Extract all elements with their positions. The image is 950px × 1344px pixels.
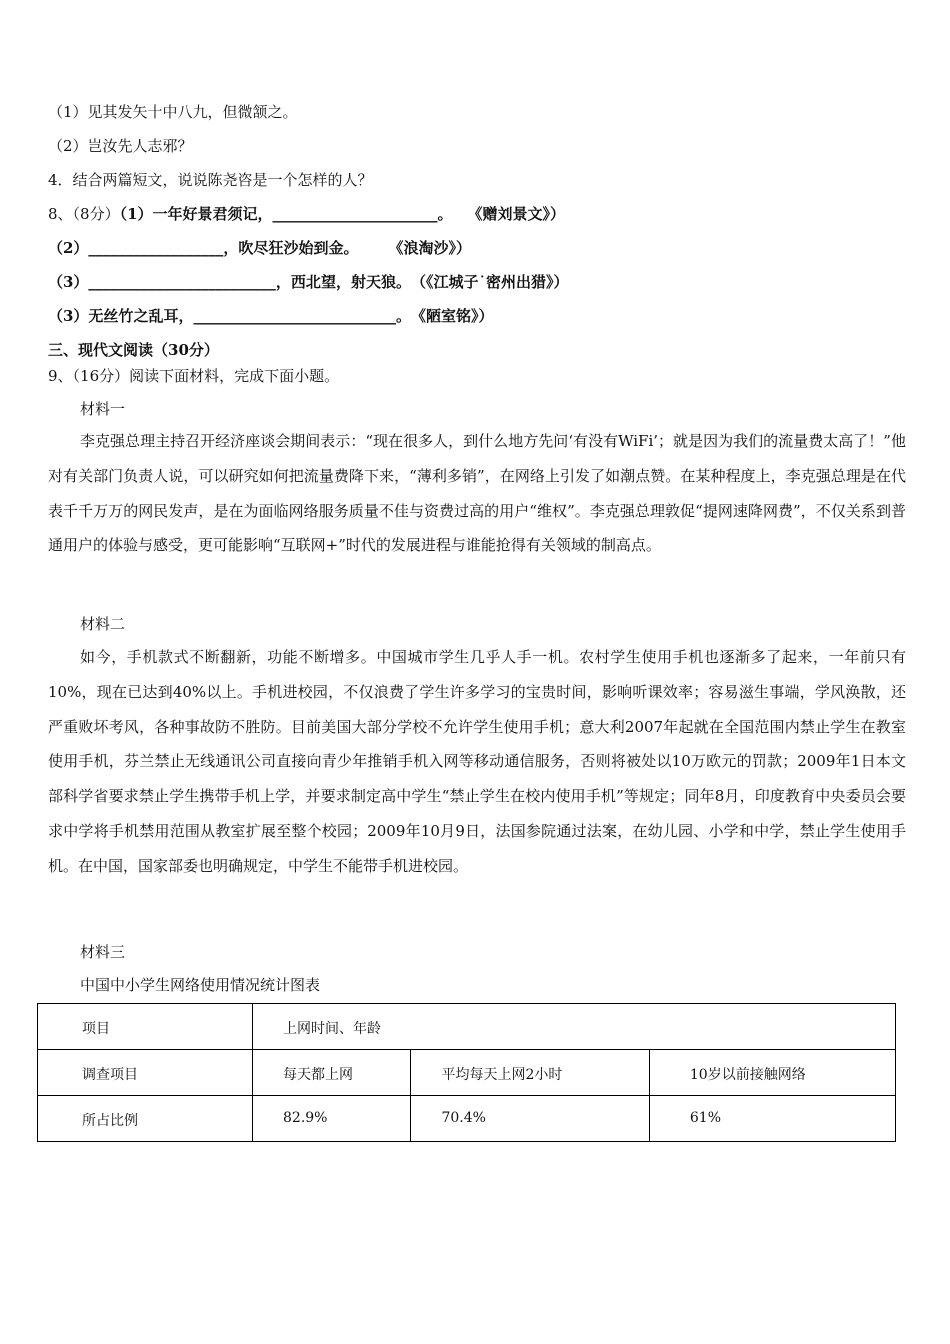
table-cell: 上网时间、年龄: [253, 1004, 896, 1050]
poem-blank-2: （2）__________________，吹尽狂沙始到金。 《浪淘沙》）: [48, 239, 471, 257]
material-1-text: [48, 424, 906, 563]
material-3-label: 材料三: [80, 943, 126, 961]
statistics-table: [37, 1003, 896, 1142]
table-cell: 70.4%: [411, 1096, 649, 1142]
poem-blank-4: （3）无丝竹之乱耳，___________________________。 《陋室铭》）: [48, 307, 494, 325]
question-line-2: （2）岂汝先人志邪？: [48, 137, 193, 155]
table-cell: 10岁以前接触网络: [649, 1050, 895, 1096]
material-1-paragraph: 李克强总理主持召开经济座谈会期间表示：“现在很多人，到什么地方先问‘有没有WiFi’；就是因为我们的流量费太高了！”他对有关部门负责人说，可以研究如何把流量费降下来，“薄利多销”，在网络上引发了如潮点赞。在某种程度上，李克强总理是在代表千千万万的网民发声，是在为面临网络服务质量不佳与资费过高的用户“维权”。李克强总理敦促“提网速降网费”，不仅关系到普通用户的体验与感受，更可能影响“互联网+”时代的发展进程与谁能抢得有关领域的制高点。: [48, 432, 906, 555]
material-1-label: 材料一: [80, 400, 126, 418]
poem-blank-1: （1）一年好景君须记，______________________。 《赠刘景文》）: [119, 205, 566, 223]
table-row: [38, 1050, 896, 1096]
question-4: 4．结合两篇短文，说说陈尧咨是一个怎样的人？: [48, 171, 373, 189]
table-cell: 平均每天上网2小时: [411, 1050, 649, 1096]
material-2-text: [48, 640, 906, 884]
question-8-lead: 8、（8分）: [48, 205, 120, 223]
question-8-line-1: [48, 204, 565, 224]
table-cell: 所占比例: [38, 1096, 253, 1142]
table-cell: 82.9%: [253, 1096, 411, 1142]
table-cell: 调查项目: [38, 1050, 253, 1096]
poem-blank-3: （3）_________________________，西北望，射天狼。 （《江城子˙密州出猎》）: [48, 273, 569, 291]
table-cell: 61%: [649, 1096, 895, 1142]
question-line-1: （1）见其发矢十中八九，但微颔之。: [48, 103, 298, 121]
table-cell: 项目: [38, 1004, 253, 1050]
section-heading: 三、现代文阅读（30分）: [48, 341, 219, 359]
material-2-paragraph: 如今，手机款式不断翻新，功能不断增多。中国城市学生几乎人手一机。农村学生使用手机也逐渐多了起来，一年前只有10%，现在已达到40%以上。手机进校园，不仅浪费了学生许多学习的宝贵时间，影响听课效率；容易滋生事端，学风涣散，还严重败坏考风，各种事故防不胜防。目前美国大部分学校不允许学生使用手机；意大利2007年起就在全国范围内禁止学生在教室使用手机，芬兰禁止无线通讯公司直接向青少年推销手机入网等移动通信服务，否则将被处以10万欧元的罚款；2009年1日本文部科学省要求禁止学生携带手机上学，并要求制定高中学生“禁止学生在校内使用手机”等规定；同年8月，印度教育中央委员会要求中学将手机禁用范围从教室扩展至整个校园；2009年10月9日，法国参院通过法案，在幼儿园、小学和中学，禁止学生使用手机。在中国，国家部委也明确规定，中学生不能带手机进校园。: [48, 648, 906, 875]
table-title: 中国中小学生网络使用情况统计图表: [80, 976, 321, 994]
table-cell: 每天都上网: [253, 1050, 411, 1096]
table-row: [38, 1004, 896, 1050]
table-row: [38, 1096, 896, 1142]
material-2-label: 材料二: [80, 615, 126, 633]
question-9: 9、（16分）阅读下面材料，完成下面小题。: [48, 367, 340, 385]
